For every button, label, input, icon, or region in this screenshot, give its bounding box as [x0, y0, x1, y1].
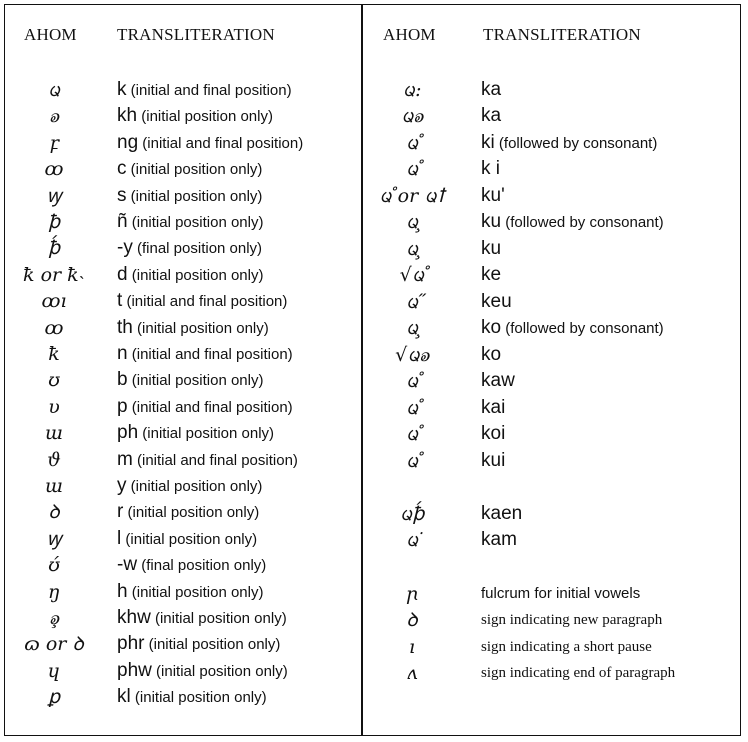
transliteration-value: -w: [117, 554, 138, 576]
transliteration-value: k i: [481, 158, 500, 179]
transliteration-note: (final position only): [132, 240, 263, 258]
left-transliteration: [117, 235, 262, 261]
transliteration-note: (initial position only): [126, 478, 263, 495]
transliteration-note: (initial and final position): [126, 82, 292, 99]
left-transliteration: [117, 473, 262, 499]
right-ahom-glyph: ı: [408, 636, 416, 658]
transliteration-value: ku': [481, 185, 505, 206]
transliteration-value: kaw: [481, 370, 515, 391]
transliteration-value: n: [117, 343, 128, 364]
transliteration-value: b: [117, 369, 128, 391]
transliteration-value: d: [117, 263, 128, 285]
transliteration-value: l: [117, 527, 122, 549]
transliteration-value: r: [117, 501, 124, 523]
right-transliteration: [481, 395, 505, 421]
transliteration-value: kaen: [481, 503, 523, 524]
right-ahom-glyph: ᨾ̊: [405, 397, 419, 419]
transliteration-value: y: [117, 475, 127, 496]
transliteration-note: (initial position only): [121, 530, 258, 548]
left-ahom-glyph: ꝏı: [41, 290, 67, 313]
transliteration-value: ku: [481, 211, 502, 232]
right-transliteration: [481, 156, 500, 182]
left-transliteration: [117, 605, 287, 631]
left-ahom-glyph: ꝥ: [47, 211, 61, 233]
transliteration-note: (initial position only): [144, 636, 281, 654]
transliteration-value: ka: [481, 105, 502, 126]
left-transliteration: [117, 209, 263, 235]
left-transliteration: [117, 156, 262, 182]
right-ahom-glyph: ᨾ:: [402, 79, 422, 101]
transliteration-note: (initial position only): [132, 319, 269, 337]
transliteration-value: c: [117, 158, 127, 180]
right-ahom-glyph: ᨾ̊: [405, 370, 419, 392]
left-ahom-glyph: ᨾ: [47, 79, 61, 101]
right-ahom-glyph: √ᨾ̊: [399, 264, 425, 286]
right-transliteration: [481, 183, 505, 209]
transliteration-note: (initial and final position): [138, 134, 304, 152]
right-transliteration: [481, 607, 662, 633]
left-ahom-glyph: ꝺ: [48, 501, 60, 524]
left-ahom-glyph: ꝼ: [49, 131, 59, 154]
left-ahom-glyph: ꝑ: [47, 686, 61, 709]
right-ahom-glyph: ᨾ̊ or ᨾꝉ: [379, 185, 445, 207]
transliteration-value: koi: [481, 423, 506, 444]
left-transliteration: [117, 77, 292, 103]
transliteration-note: (initial position only): [137, 108, 273, 126]
transliteration-note: sign indicating a short pause: [481, 639, 652, 655]
right-transliteration: [481, 501, 522, 527]
right-transliteration: [481, 421, 505, 447]
right-ahom-glyph: ᨾ̊: [405, 158, 419, 180]
right-transliteration: [481, 103, 501, 129]
transliteration-note: (final position only): [137, 557, 267, 575]
left-transliteration: [117, 552, 266, 578]
transliteration-value: ke: [481, 264, 502, 285]
right-transliteration: [481, 315, 664, 341]
left-transliteration: [117, 684, 267, 710]
transliteration-value: ko: [481, 344, 502, 365]
right-ahom-glyph: ᨾꭷ: [401, 105, 423, 127]
left-ahom-glyph: υ: [48, 395, 60, 418]
transliteration-value: ku: [481, 238, 502, 259]
left-transliteration: [117, 631, 280, 657]
right-transliteration-header: TRANSLITERATION: [483, 25, 641, 44]
transliteration-note: (initial position only): [150, 610, 287, 627]
transliteration-value: kl: [117, 686, 131, 708]
left-transliteration: [117, 579, 263, 605]
right-transliteration: [481, 581, 640, 607]
right-transliteration: [481, 660, 675, 686]
transliteration-value: p: [117, 395, 128, 417]
transliteration-note: (initial and final position): [132, 451, 298, 469]
transliteration-value: ng: [117, 131, 139, 153]
transliteration-note: (initial position only): [126, 187, 263, 205]
right-ahom-glyph: ᨾ̊: [405, 132, 419, 154]
left-ahom-glyph: ꝡ: [46, 184, 62, 207]
transliteration-note: (initial position only): [127, 266, 264, 284]
right-transliteration: [481, 342, 501, 368]
transliteration-value: ñ: [117, 211, 128, 232]
left-ahom-glyph: ɥ: [47, 659, 61, 682]
right-ahom-glyph: ᨾ̋: [405, 291, 419, 313]
transliteration-value: kh: [117, 105, 138, 127]
transliteration-note: (initial position only): [138, 425, 275, 443]
transliteration-value: ka: [481, 79, 502, 100]
right-ahom-glyph: ʌ: [406, 662, 418, 684]
left-ahom-glyph: ʊ: [48, 369, 60, 392]
right-transliteration: [481, 130, 657, 156]
transliteration-note: (initial and final position): [127, 346, 293, 363]
right-ahom-header: AHOM: [383, 25, 436, 44]
left-ahom-glyph: ŋ: [47, 580, 61, 603]
transliteration-value: s: [117, 184, 127, 206]
transliteration-value: m: [117, 448, 133, 470]
left-ahom-glyph: ꝏ: [44, 158, 64, 181]
left-ahom-glyph: ɯ: [44, 475, 64, 497]
column-divider: [361, 4, 363, 736]
right-transliteration: [481, 368, 515, 394]
left-ahom-glyph: ꝥ́: [47, 237, 61, 260]
right-ahom-glyph: ᨾ̇: [405, 529, 419, 551]
left-transliteration: [117, 526, 257, 552]
transliteration-note: (followed by consonant): [501, 320, 664, 337]
right-ahom-glyph: ᨾꝥ́: [399, 503, 425, 525]
right-transliteration: [481, 289, 512, 315]
left-transliteration: [117, 394, 293, 420]
left-ahom-glyph: ꝏ: [44, 316, 64, 339]
transliteration-value: ph: [117, 422, 139, 444]
left-transliteration: [117, 262, 263, 288]
left-transliteration: [117, 103, 273, 129]
left-ahom-glyph: ɯ: [44, 422, 64, 445]
left-ahom-glyph: ʊ́: [48, 554, 60, 577]
transliteration-note: fulcrum for initial vowels: [481, 585, 641, 602]
left-ahom-header: AHOM: [24, 25, 77, 44]
transliteration-value: h: [117, 580, 128, 602]
right-ahom-glyph: ᨾ̧: [405, 211, 419, 233]
left-transliteration: [117, 447, 298, 473]
transliteration-note: sign indicating end of paragraph: [481, 665, 676, 681]
transliteration-value: keu: [481, 291, 512, 312]
transliteration-value: kam: [481, 529, 517, 550]
transliteration-note: (followed by consonant): [501, 214, 664, 231]
right-ahom-glyph: ᨾ̊: [405, 423, 419, 445]
transliteration-note: (initial position only): [127, 214, 264, 231]
right-ahom-glyph: ᨾ̧: [405, 317, 419, 339]
left-ahom-glyph: ꝁ or ꝁ˴: [23, 263, 85, 286]
transliteration-value: ko: [481, 317, 502, 338]
transliteration-note: (followed by consonant): [494, 135, 658, 152]
left-transliteration: [117, 658, 288, 684]
left-transliteration: [117, 420, 274, 446]
transliteration-value: phr: [117, 633, 145, 655]
left-transliteration-header: TRANSLITERATION: [117, 25, 275, 44]
right-ahom-glyph: ꝺ: [406, 609, 418, 631]
right-transliteration: [481, 77, 501, 103]
left-transliteration: [117, 183, 262, 209]
left-ahom-glyph: ꭷ̧: [49, 607, 59, 629]
right-transliteration: [481, 262, 501, 288]
transliteration-value: t: [117, 290, 123, 312]
right-ahom-glyph: ᨾ̧: [405, 238, 419, 260]
right-transliteration: [481, 236, 501, 262]
right-transliteration: [481, 448, 505, 474]
transliteration-note: (initial position only): [123, 504, 260, 522]
left-ahom-glyph: ɷ or ꝺ: [24, 633, 84, 656]
transliteration-value: kai: [481, 397, 506, 418]
left-transliteration: [117, 341, 293, 367]
left-ahom-glyph: ꝁ: [48, 343, 60, 365]
right-transliteration: [481, 209, 664, 235]
right-transliteration: [481, 634, 652, 660]
left-transliteration: [117, 315, 269, 341]
transliteration-note: (initial position only): [127, 583, 264, 601]
transliteration-value: khw: [117, 607, 151, 628]
right-ahom-glyph: ᨾ̊: [405, 450, 419, 472]
left-ahom-glyph: ϑ: [47, 448, 61, 471]
transliteration-value: th: [117, 316, 133, 338]
transliteration-value: k: [117, 79, 127, 100]
right-ahom-glyph: ꞃ: [405, 583, 419, 605]
transliteration-note: (initial and final position): [127, 398, 293, 416]
left-transliteration: [117, 499, 259, 525]
transliteration-note: (initial position only): [127, 372, 264, 390]
left-ahom-glyph: ꭷ: [49, 105, 59, 128]
transliteration-value: -y: [117, 237, 133, 259]
transliteration-note: (initial and final position): [122, 293, 288, 311]
transliteration-value: ki: [481, 132, 495, 153]
transliteration-value: kui: [481, 450, 506, 471]
right-transliteration: [481, 527, 517, 553]
right-ahom-glyph: √ᨾꭷ: [395, 344, 429, 366]
left-transliteration: [117, 130, 303, 156]
transliteration-note: (initial position only): [151, 662, 288, 680]
left-transliteration: [117, 367, 263, 393]
left-transliteration: [117, 288, 287, 314]
transliteration-value: phw: [117, 659, 152, 681]
left-ahom-glyph: ꝡ: [46, 527, 62, 550]
transliteration-note: (initial position only): [126, 161, 263, 179]
transliteration-note: (initial position only): [130, 689, 267, 707]
transliteration-note: sign indicating new paragraph: [481, 612, 663, 628]
